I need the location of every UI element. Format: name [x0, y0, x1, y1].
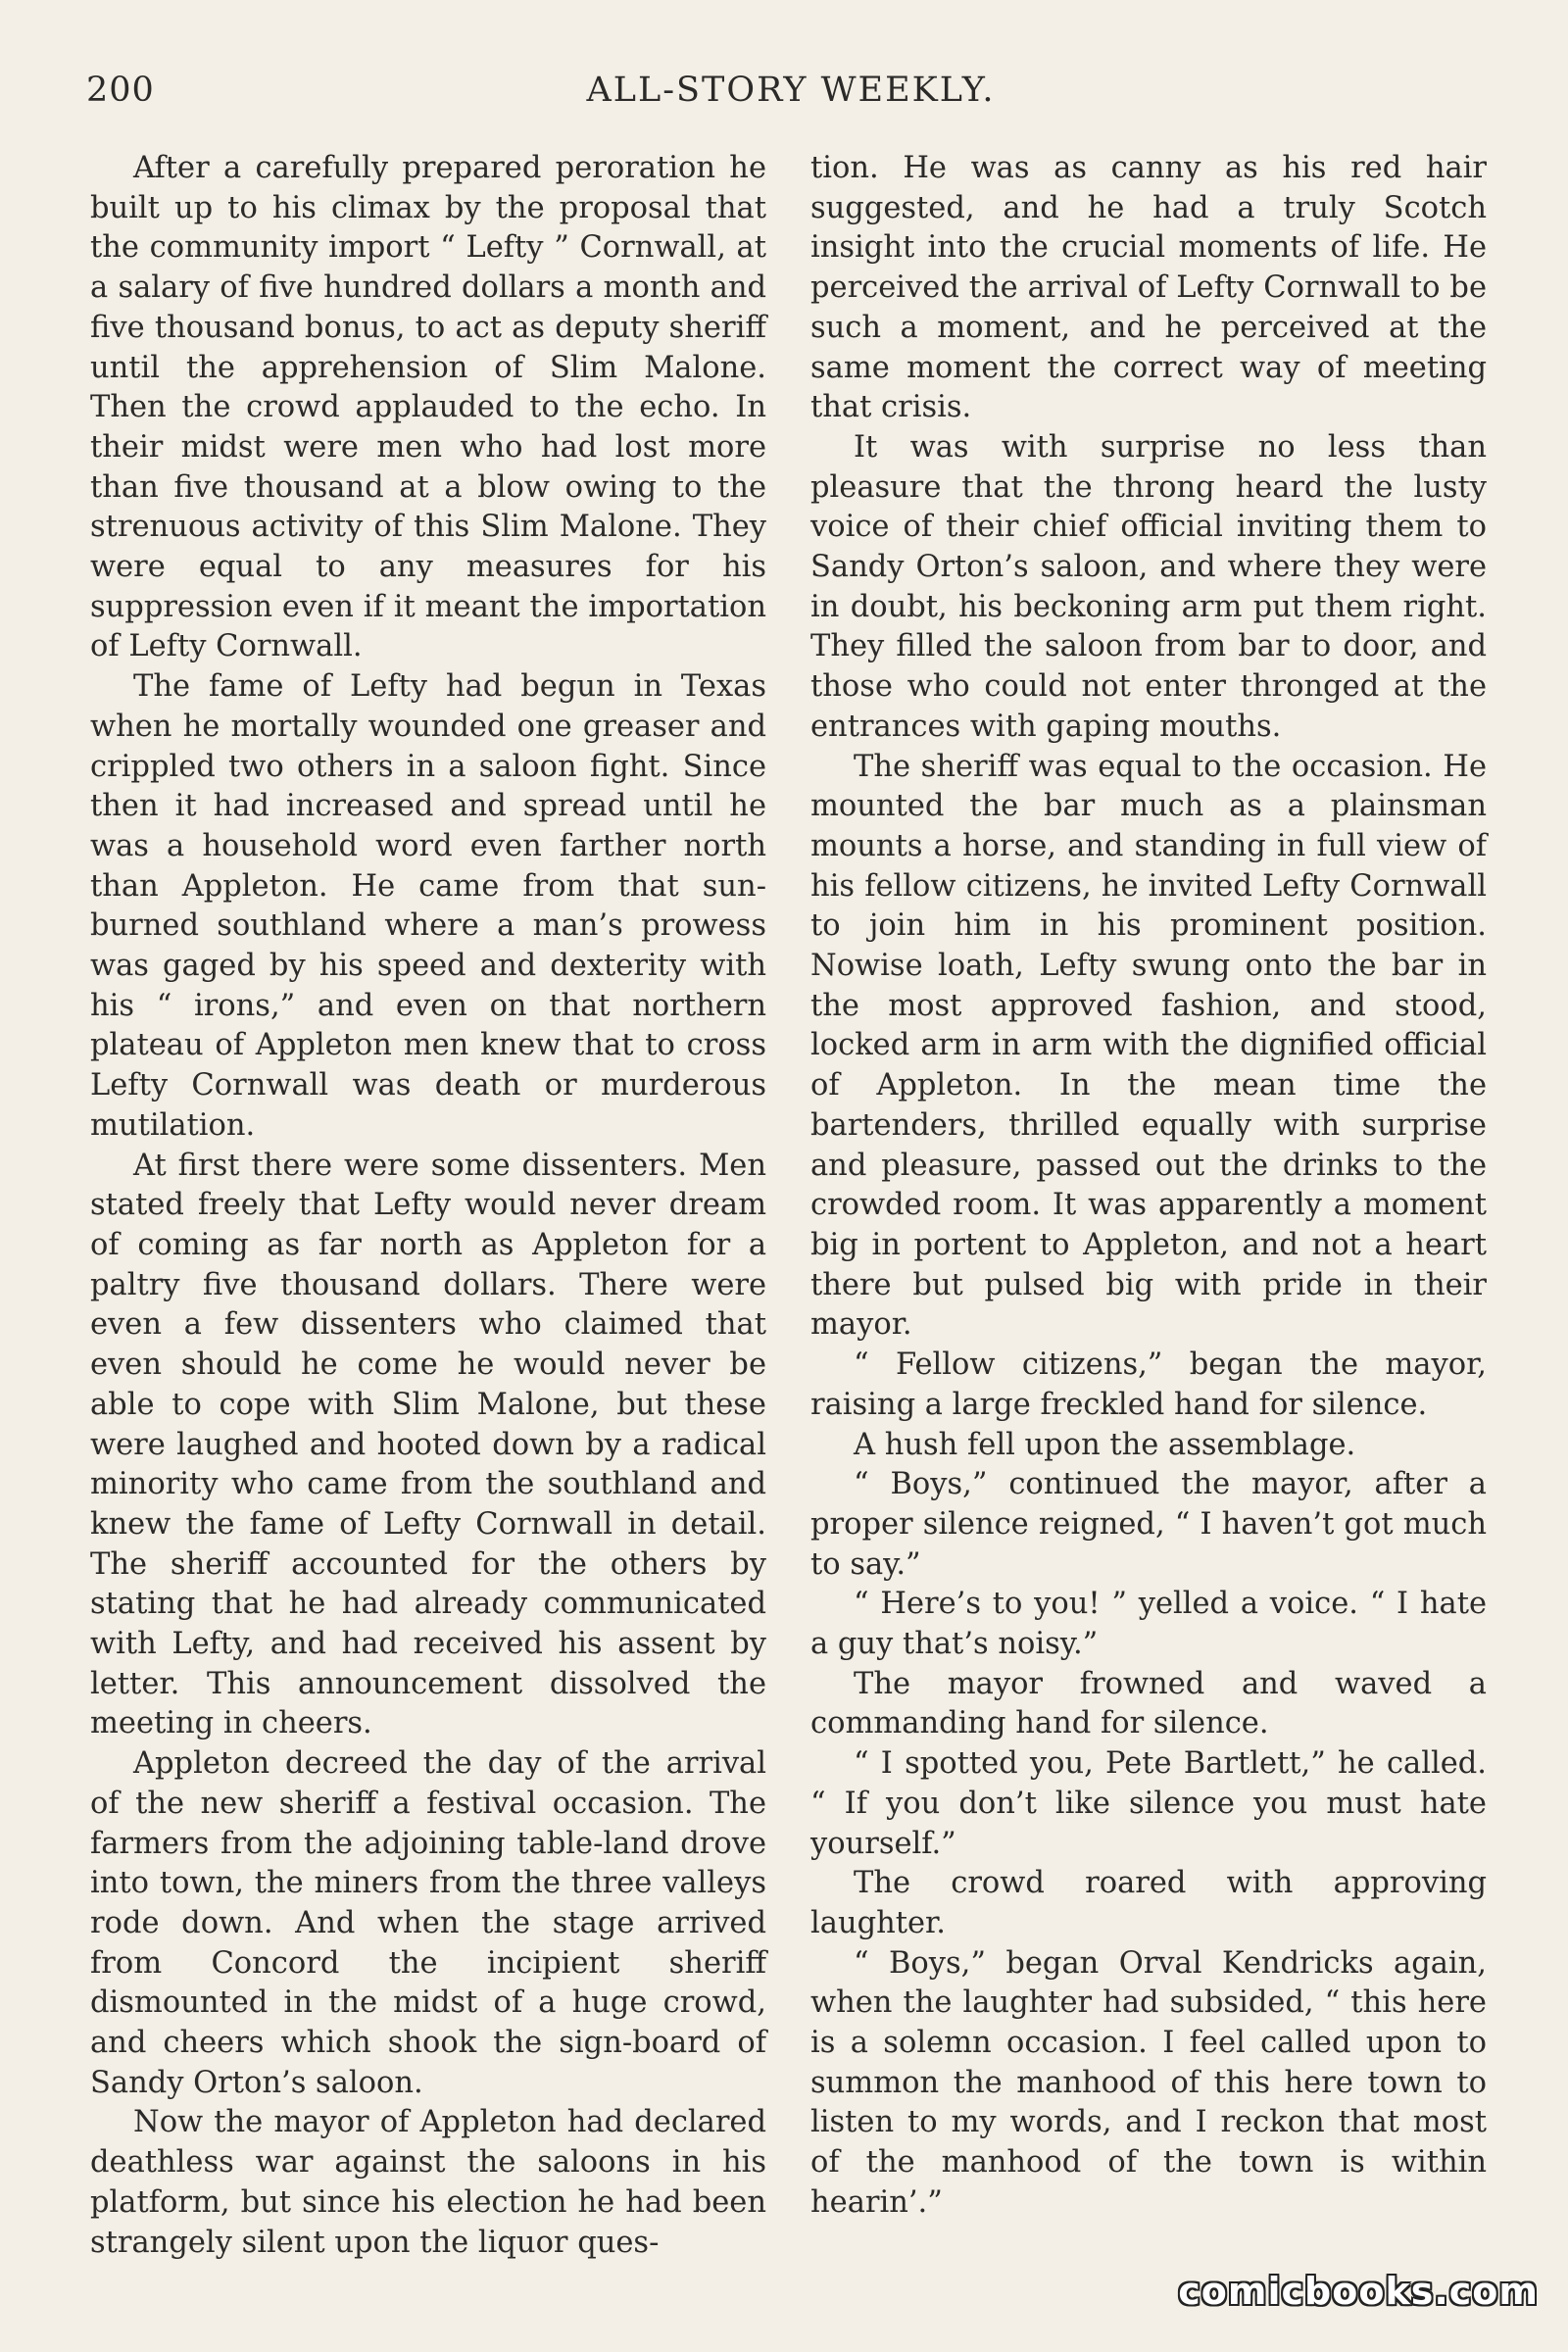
paragraph: The sheriff was equal to the occasion. He mounted the bar much as a plainsman mounts a horse, and standing in full view of his fellow citizens, he invited Lefty Cornwall to join him in his prominent position. Nowise loath, Lefty swung onto the bar in the most approved fashion, and stood, locked arm in arm with the dignified official of Appleton. In the mean time the bartenders, thrilled equally with surprise and pleasure, passed out the drinks to the crowded room. It was apparently a moment big in portent to Appleton, and not a heart there but pulsed big with pride in their mayor. [810, 749, 1487, 1343]
watermark: comicbooks.com [1178, 2270, 1539, 2313]
paragraph: At first there were some dissenters. Men stated freely that Lefty would never dream of coming as far north as Appleton for a paltry five thousand dollars. There were even a few dissenters who claimed that even should he come he would never be able to cope with Slim Malone, but these were laughed and hooted down by a radical minority who came from the southland and knew the fame of Lefty Cornwall in detail. The sheriff accounted for the others by stating that he had already communicated with Lefty, and had received his assent by letter. This announcement dissolved the meeting in cheers. [90, 1148, 766, 1741]
paragraph: “ Boys,” continued the mayor, after a proper silence reigned, “ I haven’t got much to say.” [810, 1467, 1487, 1582]
paragraph: The crowd roared with approving laughter. [810, 1866, 1487, 1940]
paragraph: “ I spotted you, Pete Bartlett,” he called. “ If you don’t like silence you must hate yourself.” [810, 1746, 1487, 1861]
paragraph-continued: tion. He was as canny as his red hair suggested, and he had a truly Scotch insight into the crucial moments of life. He perceived the arrival of Lefty Cornwall to be such a moment, and he perceived at the same moment the correct way of meeting that crisis. [810, 151, 1487, 425]
paragraph: “ Fellow citizens,” began the mayor, raising a large freckled hand for silence. [810, 1348, 1487, 1422]
left-column [90, 149, 766, 2260]
paragraph: A hush fell upon the assemblage. [854, 1427, 1356, 1462]
paragraph: The mayor frowned and waved a commanding hand for silence. [810, 1666, 1487, 1741]
paragraph: Appleton decreed the day of the arrival of the new sheriff a festival occasion. The farmers from the adjoining table-land drove into town, the miners from the three valleys rode down. And when the stage arrived from Concord the incipient sheriff dismounted in the midst of a huge crowd, and cheers which shook the sign-board of Sandy Orton’s saloon. [90, 1746, 766, 2100]
paragraph: Now the mayor of Appleton had declared deathless war against the saloons in his platform, but since his election he had been strangely silent upon the liquor ques- [90, 2105, 766, 2260]
paragraph: “ Here’s to you! ” yelled a voice. “ I hate a guy that’s noisy.” [810, 1587, 1487, 1662]
paragraph: It was with surprise no less than pleasure that the throng heard the lusty voice of their chief official inviting them to Sandy Orton’s saloon, and where they were in doubt, his beckoning arm put them right. They filled the saloon from bar to door, and those who could not enter thronged at the entrances with gaping mouths. [810, 429, 1487, 744]
page-number: 200 [86, 71, 155, 110]
paragraph: After a carefully prepared peroration he built up to his climax by the proposal that the community import “ Lefty ” Cornwall, at a salary of five hundred dollars a month and five thousand bonus, to act as deputy sheriff until the apprehension of Slim Malone. Then the crowd applauded to the echo. In their midst were men who had lost more than five thousand at a blow owing to the strenuous activity of this Slim Malone. They were equal to any measures for his suppression even if it meant the importation of Lefty Cornwall. [90, 151, 766, 664]
paragraph: “ Boys,” began Orval Kendricks again, when the laughter had subsided, “ this here is a solemn occasion. I feel called upon to summon the manhood of this here town to listen to my words, and I reckon that most of the manhood of the town is within hearin’.” [810, 1945, 1487, 2220]
page-header [86, 71, 1495, 120]
right-column [810, 149, 1487, 2251]
article-body [90, 149, 1487, 2260]
paragraph: The fame of Lefty had begun in Texas when he mortally wounded one greaser and crippled two others in a saloon fight. Since then it had increased and spread until he was a household word even farther north than Appleton. He came from that sun-burned southland where a man’s prowess was gaged by his speed and dexterity with his “ irons,” and even on that northern plateau of Appleton men knew that to cross Lefty Cornwall was death or murderous mutilation. [90, 669, 766, 1143]
running-title: ALL-STORY WEEKLY. [586, 71, 996, 110]
